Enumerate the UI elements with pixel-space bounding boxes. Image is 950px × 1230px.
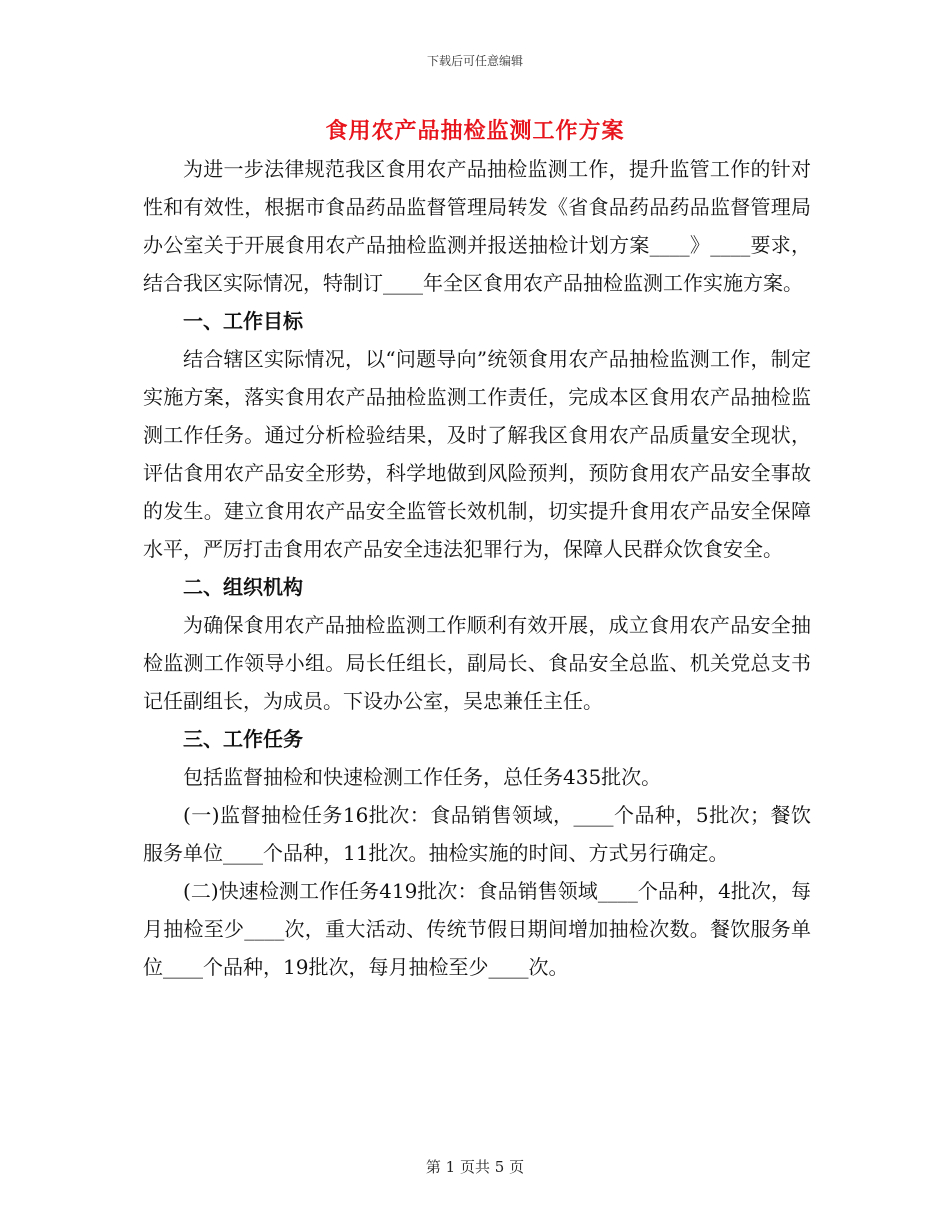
section-heading-tasks: 三、工作任务 xyxy=(183,727,303,751)
organization-paragraph: 为确保食用农产品抽检监测工作顺利有效开展，成立食用农产品安全抽检监测工作领导小组。局长任组长，副局长、食品安全总监、机关党总支书记任副组长，为成员。下设办公室，吴忠兼任主任。 xyxy=(143,613,811,713)
header-note: 下载后可任意编辑 xyxy=(426,54,523,68)
tasks-item-1: (一)监督抽检任务16批次：食品销售领域，____个品种，5批次；餐饮服务单位____个品种，11批次。抽检实施的时间、方式另行确定。 xyxy=(143,803,811,865)
section-heading-goals: 一、工作目标 xyxy=(183,309,303,333)
tasks-paragraph: 包括监督抽检和快速检测工作任务，总任务435批次。 xyxy=(183,765,662,789)
page-footer: 第 1 页共 5 页 xyxy=(425,1158,525,1176)
document-body xyxy=(143,150,811,986)
document-title: 食用农产品抽检监测工作方案 xyxy=(325,118,625,144)
goals-paragraph: 结合辖区实际情况，以“问题导向”统领食用农产品抽检监测工作，制定实施方案，落实食用农产品抽检监测工作责任，完成本区食用农产品抽检监测工作任务。通过分析检验结果，及时了解我区食用农产品质量安全现状，评估食用农产品安全形势，科学地做到风险预判，预防食用农产品安全事故的发生。建立食用农产品安全监管长效机制，切实提升食用农产品安全保障水平，严厉打击食用农产品安全违法犯罪行为，保障人民群众饮食安全。 xyxy=(143,347,811,561)
tasks-item-2: (二)快速检测工作任务419批次：食品销售领域____个品种，4批次，每月抽检至少____次，重大活动、传统节假日期间增加抽检次数。餐饮服务单位____个品种，19批次，每月抽检至少____次。 xyxy=(143,879,811,979)
section-heading-organization: 二、组织机构 xyxy=(183,575,303,599)
intro-paragraph: 为进一步法律规范我区食用农产品抽检监测工作，提升监管工作的针对性和有效性，根据市食品药品监督管理局转发《省食品药品药品监督管理局办公室关于开展食用农产品抽检监测并报送抽检计划方案____》____要求，结合我区实际情况，特制订____年全区食用农产品抽检监测工作实施方案。 xyxy=(143,157,811,295)
